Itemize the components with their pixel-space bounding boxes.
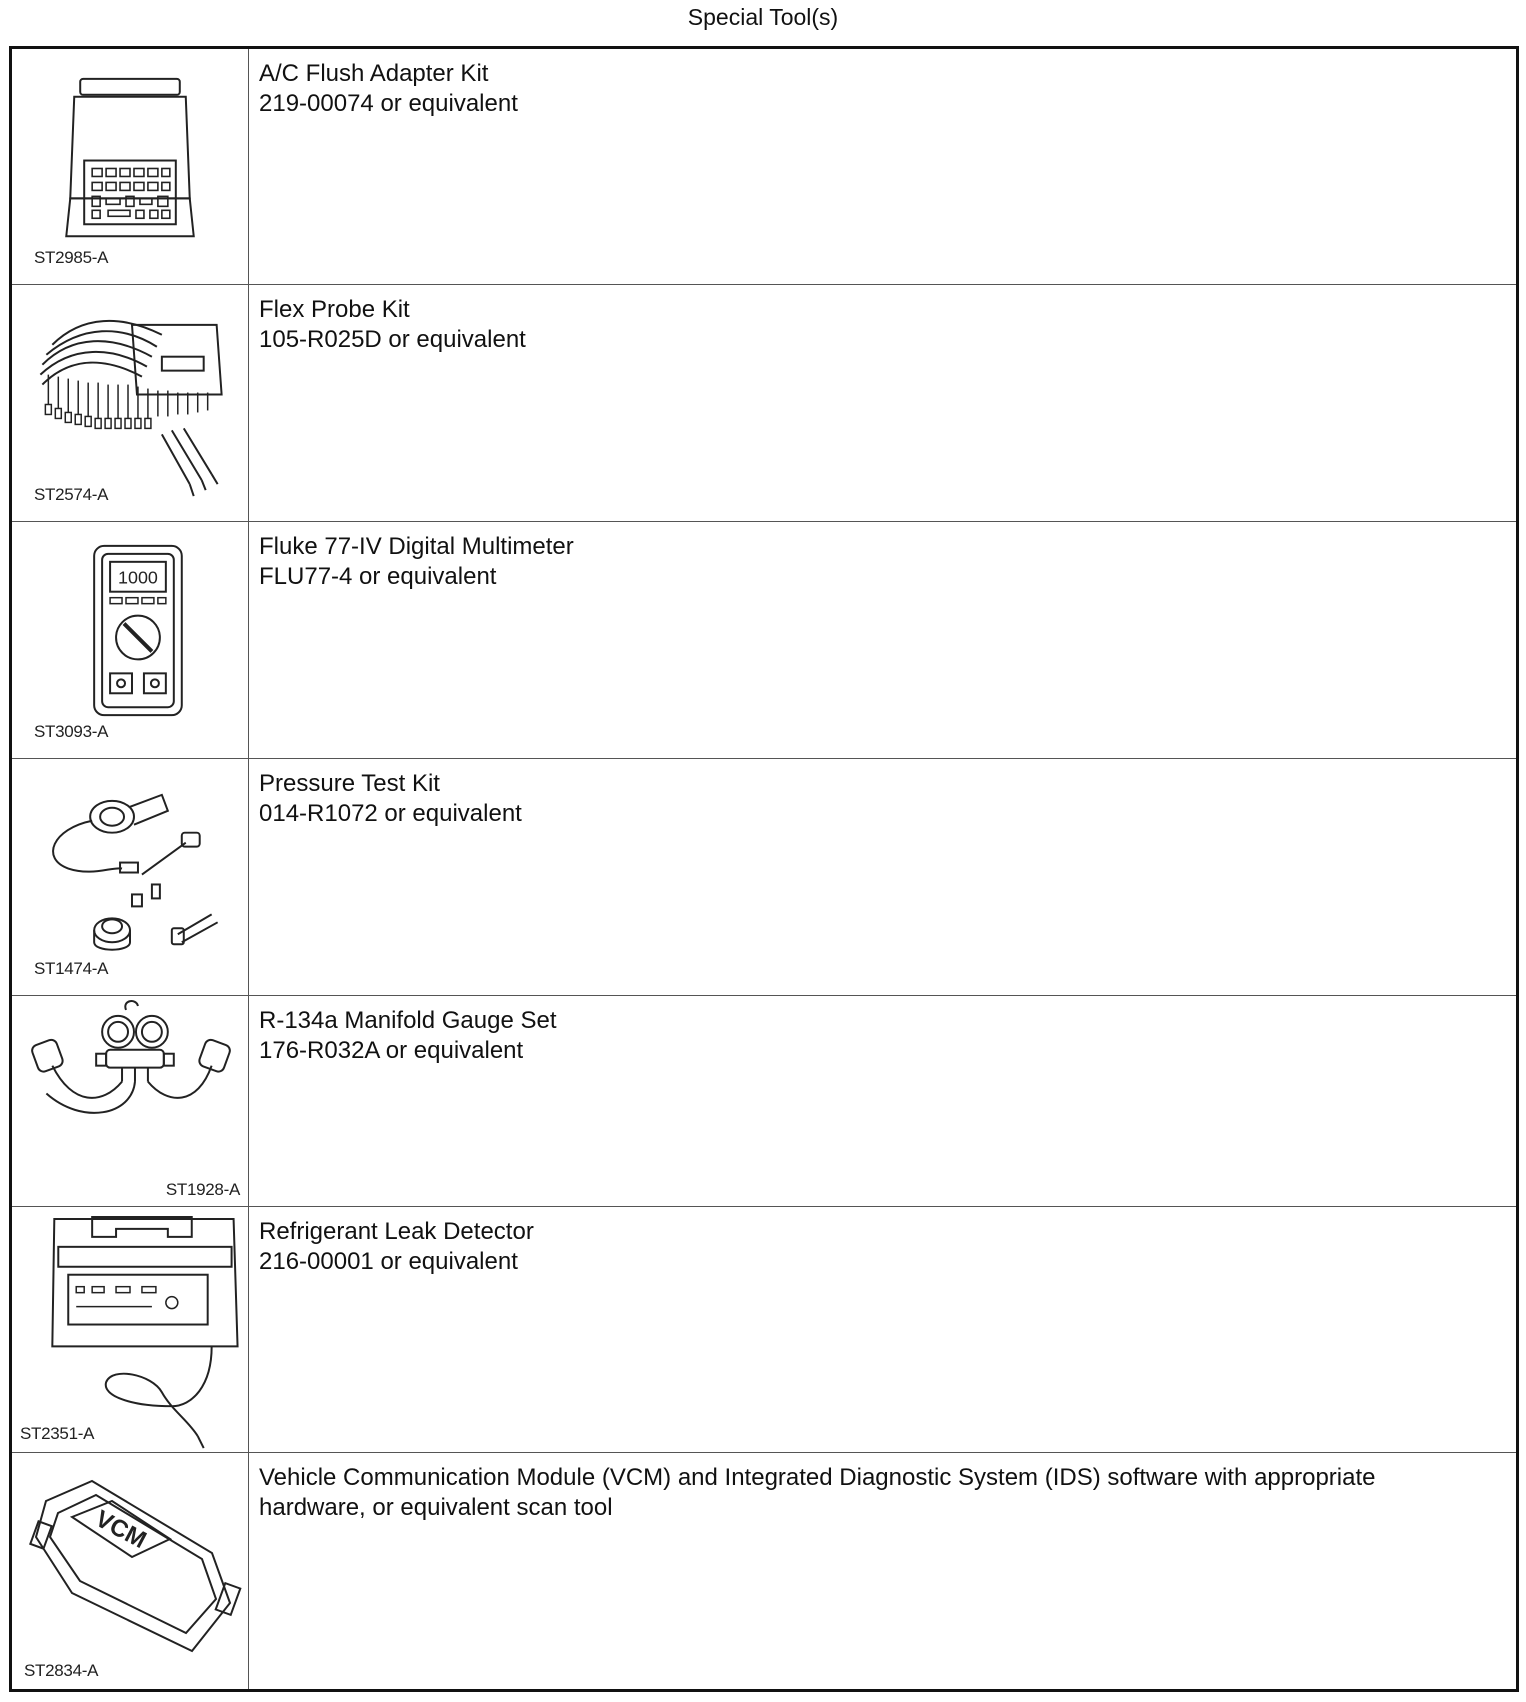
image-cell xyxy=(12,49,249,284)
table-row xyxy=(12,1453,1516,1689)
tool-code: ST2574-A xyxy=(34,485,109,504)
table-row xyxy=(12,522,1516,759)
tool-name: R-134a Manifold Gauge Set xyxy=(259,1007,557,1034)
tool-name: Vehicle Communication Module (VCM) and Integrated Diagnostic System (IDS) software with appropriate hardware, or equivalent scan tool xyxy=(259,1464,1376,1521)
tool-part-number: 014-R1072 or equivalent xyxy=(259,800,522,827)
image-cell xyxy=(12,759,249,995)
tool-description xyxy=(259,59,1486,119)
tool-part-number: FLU77-4 or equivalent xyxy=(259,563,497,590)
image-cell xyxy=(12,1207,249,1452)
gauge-set-icon xyxy=(12,996,248,1206)
image-cell xyxy=(12,1453,249,1689)
tool-code: ST2351-A xyxy=(20,1424,95,1443)
tool-name: Pressure Test Kit xyxy=(259,770,440,797)
tool-code: ST1474-A xyxy=(34,959,109,978)
table-row xyxy=(12,996,1516,1207)
tool-name: Refrigerant Leak Detector xyxy=(259,1218,534,1245)
tool-name: Flex Probe Kit xyxy=(259,296,410,323)
tool-description xyxy=(259,769,1486,829)
image-cell xyxy=(12,996,249,1206)
tool-name: A/C Flush Adapter Kit xyxy=(259,60,489,87)
tool-code: ST3093-A xyxy=(34,722,109,741)
table-row xyxy=(12,285,1516,522)
tool-part-number: 219-00074 or equivalent xyxy=(259,90,518,117)
tool-part-number: 176-R032A or equivalent xyxy=(259,1037,524,1064)
tool-description xyxy=(259,1006,1486,1066)
table-row xyxy=(12,1207,1516,1453)
svg-text:VCM: VCM xyxy=(90,1505,151,1555)
tool-description xyxy=(259,532,1486,592)
tool-part-number: 216-00001 or equivalent xyxy=(259,1248,518,1275)
tool-name: Fluke 77-IV Digital Multimeter xyxy=(259,533,574,560)
table-row xyxy=(12,759,1516,996)
svg-text:1000: 1000 xyxy=(118,567,158,588)
tool-description xyxy=(259,1463,1486,1523)
tool-part-number: 105-R025D or equivalent xyxy=(259,326,526,353)
tool-code: ST2985-A xyxy=(34,248,109,267)
image-cell xyxy=(12,285,249,521)
tool-description xyxy=(259,295,1486,355)
tool-description xyxy=(259,1217,1486,1277)
page-title: Special Tool(s) xyxy=(687,4,839,30)
special-tools-table xyxy=(9,46,1519,1692)
vcm-icon xyxy=(12,1453,248,1689)
image-cell xyxy=(12,522,249,758)
leak-detector-icon xyxy=(12,1207,248,1452)
tool-code: ST1928-A xyxy=(165,1180,240,1199)
table-row xyxy=(12,49,1516,285)
tool-code: ST2834-A xyxy=(24,1661,99,1680)
